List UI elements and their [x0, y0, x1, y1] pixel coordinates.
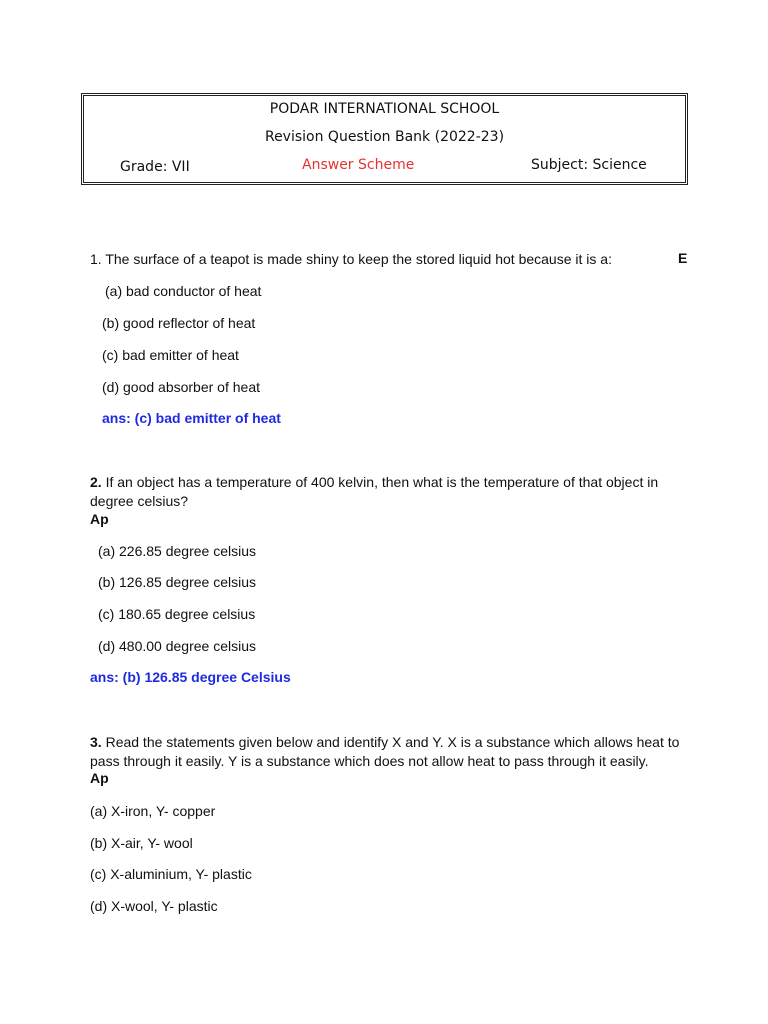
question-1-option-c: (c) bad emitter of heat [102, 347, 239, 363]
question-3-line-2: pass through it easily. Y is a substance which does not allow heat to pass through it easily. [90, 753, 649, 769]
question-2-option-d: (d) 480.00 degree celsius [98, 638, 256, 654]
question-1-text: The surface of a teapot is made shiny to keep the stored liquid hot because it is a: [105, 251, 612, 267]
question-3-option-c: (c) X-aluminium, Y- plastic [90, 866, 252, 882]
document-title: Revision Question Bank (2022-23) [264, 129, 505, 145]
question-1-level: E [678, 250, 688, 266]
question-2-option-c: (c) 180.65 degree celsius [98, 606, 256, 622]
subject-label: Subject: Science [531, 157, 647, 173]
question-3-number: 3. [90, 734, 102, 750]
answer-scheme-label: Answer Scheme [302, 157, 415, 173]
question-2-option-b: (b) 126.85 degree celsius [98, 574, 256, 590]
question-1-option-d: (d) good absorber of heat [102, 379, 260, 395]
question-3-text-1: Read the statements given below and identify X and Y. X is a substance which allows heat to [105, 734, 680, 750]
question-3-level: Ap [90, 770, 109, 786]
grade-value: VII [171, 159, 190, 175]
grade: Grade: VII [120, 159, 190, 175]
question-1-number: 1. [90, 251, 102, 267]
question-1-option-b: (b) good reflector of heat [102, 315, 256, 331]
question-2-line-2: degree celsius? [90, 493, 189, 509]
grade-label: Grade [120, 159, 163, 175]
question-2-option-a: (a) 226.85 degree celsius [98, 543, 256, 559]
question-2-line-1 [90, 473, 658, 492]
question-3-option-d: (d) X-wool, Y- plastic [90, 898, 218, 914]
question-3-option-a: (a) X-iron, Y- copper [90, 803, 216, 819]
question-2-number: 2. [90, 474, 102, 490]
question-1-option-a: (a) bad conductor of heat [105, 283, 262, 299]
question-3-option-b: (b) X-air, Y- wool [90, 835, 193, 851]
question-1 [90, 250, 612, 269]
question-1-answer: ans: (c) bad emitter of heat [102, 410, 281, 426]
header-box [81, 93, 688, 185]
school-name: PODAR INTERNATIONAL SCHOOL [269, 101, 500, 117]
question-2-answer: ans: (b) 126.85 degree Celsius [90, 669, 291, 685]
question-2-text-1: If an object has a temperature of 400 kelvin, then what is the temperature of that object in [105, 474, 659, 490]
question-3-line-1 [90, 733, 679, 752]
question-2-level: Ap [90, 511, 109, 527]
